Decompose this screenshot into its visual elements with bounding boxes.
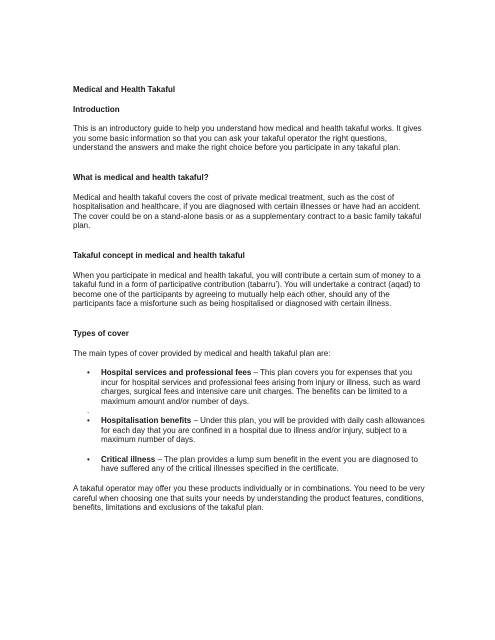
cover-list [73, 455, 425, 474]
cover-list [73, 416, 425, 445]
list-item [73, 368, 425, 406]
types-intro: The main types of cover provided by medical and health takaful plan are: [73, 348, 331, 358]
document-body [73, 85, 425, 513]
cover-list [73, 368, 425, 406]
what-heading: What is medical and health takaful? [73, 172, 209, 182]
intro-paragraph: This is an introductory guide to help you understand how medical and health takaful works. It gives you some basic information so that you can ask your takaful operator the right questions, understand the answers and make the right choice before you participate in any takaful plan. [73, 124, 422, 153]
cover-description: – The plan provides a lump sum benefit in the event you are diagnosed to have suffered any of the critical illnesses specified in the certificate. [101, 454, 418, 474]
cover-name: Hospitalisation benefits [101, 416, 192, 426]
bullet-icon: • [87, 454, 90, 464]
cover-name: Critical illness [101, 454, 156, 464]
concept-paragraph: When you participate in medical and health takaful, you will contribute a certain sum of money to a takaful fund in a form of participative contribution (tabarru’). You will undertake a contract (aqad) to become one of the participants by agreeing to mutually help each other, should any of the participants face a misfortune such as being hospitalised or diagnosed with certain illness. [73, 270, 421, 309]
what-paragraph: Medical and health takaful covers the cost of private medical treatment, such as the cost of hospitalisation and healthcare, if you are diagnosed with certain illnesses or have had an accident. The cover could be on a stand-alone basis or as a supplementary contract to a basic family takaful plan. [73, 192, 422, 231]
list-item [73, 416, 425, 445]
cover-description: – Under this plan, you will be provided with daily cash allowances for each day that you are confined in a hospital due to illness and/or injury, subject to a maximum number of days. [101, 416, 425, 445]
cover-name: Hospital services and professional fees [101, 368, 252, 378]
bullet-icon: • [87, 368, 90, 378]
types-heading: Types of cover [73, 328, 129, 338]
stray-dot: . [87, 406, 90, 416]
concept-heading: Takaful concept in medical and health takaful [73, 250, 245, 260]
closing-paragraph: A takaful operator may offer you these products individually or in combinations. You need to be very careful when choosing one that suits your needs by understanding the product features, conditions, benefits, limitations and exclusions of the takaful plan. [73, 484, 425, 513]
list-item [73, 455, 425, 474]
document-title: Medical and Health Takaful [73, 85, 176, 94]
intro-heading: Introduction [73, 104, 120, 114]
cover-description: – This plan covers you for expenses that you incur for hospital services and professional fees arising from injury or illness, such as ward charges, surgical fees and intensive care unit charges. The benefits can be limited to a maximum amount and/or number of days. [101, 368, 421, 406]
bullet-icon: • [87, 416, 90, 426]
